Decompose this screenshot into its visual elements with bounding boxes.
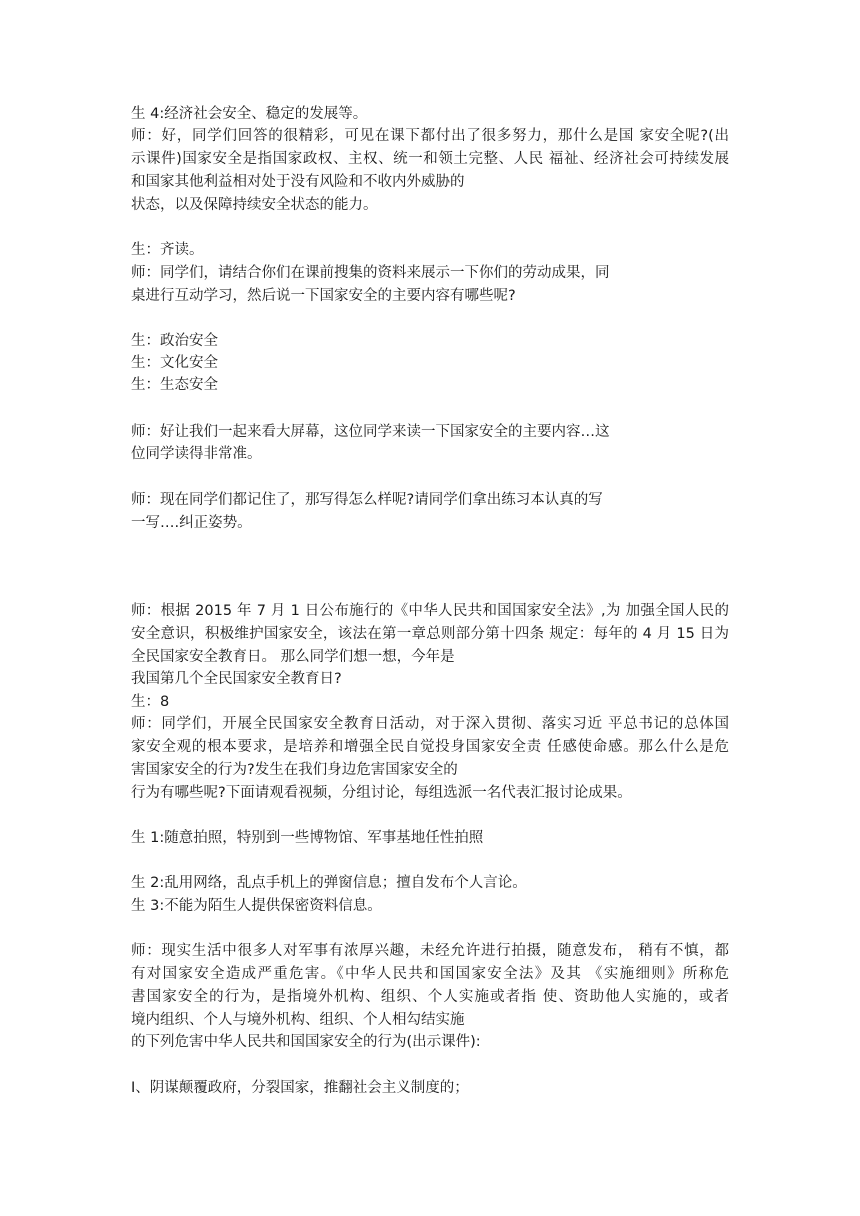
text-line: 我国第几个全民国家安全教育日? (131, 671, 342, 687)
text-line: 書国家安全的行为，是指境外机构、组织、个人实施或者指 使、资助他人实施的，或者 (131, 989, 729, 1005)
text-line: 生 1:随意拍照，特别到一些博物馆、军事基地任性拍照 (131, 830, 484, 846)
text-line: 生 4:经济社会安全、稳定的发展等。 (131, 106, 368, 122)
text-line: 师：好让我们一起来看大屏幕，这位同学来读一下国家安全的主要内容…这 (131, 424, 610, 440)
text-line: 状态，以及保障持续安全状态的能力。 (131, 197, 378, 213)
text-line: 行为有哪些呢?下面请观看视频，分组讨论，每组选派一名代表汇报讨论成果。 (131, 785, 632, 801)
text-line: 师：根据 2015 年 7 月 1 日公布施行的《中华人民共和国国家安全法》,为 加强全国人民的 (131, 603, 729, 619)
text-line: 师：同学们，请结合你们在课前搜集的资料来展示一下你们的劳动成果，同 (131, 265, 610, 281)
text-line: 和国家其他利益相对处于没有风险和不收内外威胁的 (131, 174, 465, 190)
text-line: 生：齐读。 (131, 242, 204, 258)
text-line: 师：现在同学们都记住了，那写得怎么样呢?请同学们拿出练习本认真的写 (131, 492, 603, 508)
text-line: 师：同学们，开展全民国家安全教育日活动，对于深入贯彻、落实习近 平总书记的总体国 (131, 716, 729, 732)
text-line: 害国家安全的行为?发生在我们身边危害国家安全的 (131, 762, 458, 778)
text-line: 生：政治安全 (131, 333, 218, 349)
text-line: 生 3:不能为陌生人提供保密资料信息。 (131, 898, 382, 914)
text-line: 全民国家安全教育日。 那么同学们想一想，今年是 (131, 649, 455, 665)
text-line: 示课件)国家安全是指国家政权、主权、统一和领土完整、人民 福祉、经济社会可持续发展 (131, 151, 729, 167)
text-line: 位同学读得非常准。 (131, 446, 262, 462)
text-line: 家安全观的根本要求，是培养和增强全民自觉投身国家安全责 任感使命感。那么什么是危 (131, 739, 729, 755)
text-line: 桌进行互动学习，然后说一下国家安全的主要内容有哪些呢? (131, 288, 516, 304)
text-line: 师：现实生活中很多人对军事有浓厚兴趣，未经允许进行拍摄，随意发布， 稍有不慎，都 (131, 943, 729, 959)
text-line: 一写….纠正姿势。 (131, 515, 252, 531)
text-line: 生：生态安全 (131, 377, 218, 393)
text-line: 有对国家安全造成严重危害。《中华人民共和国国家安全法》及其 《实施细则》所称危 (131, 966, 729, 982)
text-line: I、阴谋颠覆政府，分裂国家，推翻社会主义制度的； (131, 1080, 469, 1096)
text-line: 生 2:乱用网络，乱点手机上的弹窗信息；擅自发布个人言论。 (131, 875, 527, 891)
text-line: 境内组织、个人与境外机构、组织、个人相勾结实施 (131, 1012, 465, 1028)
text-line: 师：好，同学们回答的很精彩，可见在课下都付出了很多努力，那什么是国 家安全呢?(出 (131, 128, 729, 144)
text-line: 生：文化安全 (131, 355, 218, 371)
text-line: 的下列危害中华人民共和国国家安全的行为(出示课件): (131, 1034, 481, 1050)
text-line: 安全意识，积极维护国家安全，该法在第一章总则部分第十四条 规定：每年的 4 月 15 日为 (131, 626, 729, 642)
text-line: 生：8 (131, 694, 170, 710)
